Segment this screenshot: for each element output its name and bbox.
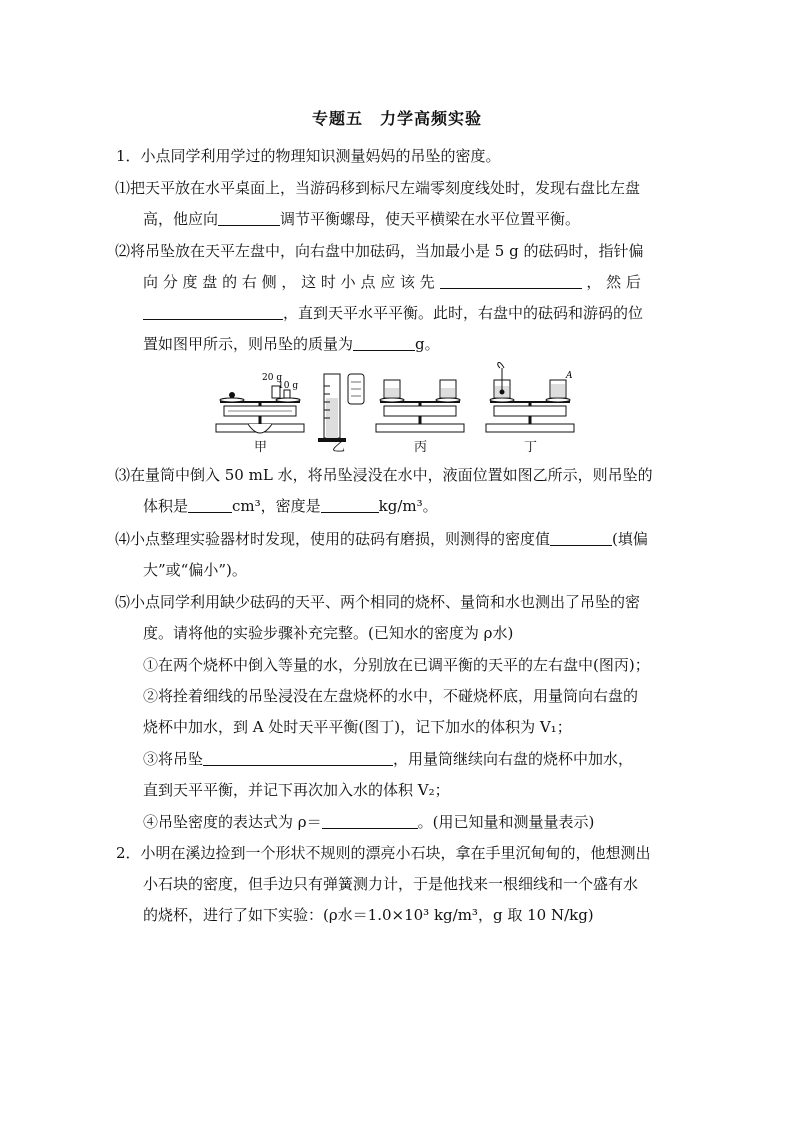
q1-step3-text-a: ③将吊坠 xyxy=(143,750,204,768)
q1-step2-line1: ②将拴着细线的吊坠浸没在左盘烧杯的水中，不碰烧杯底，用量筒向右盘的 xyxy=(143,687,639,705)
q1-part3-text-c: kg/m³。 xyxy=(378,497,438,515)
weight-10g-label: 10 g xyxy=(278,381,299,391)
balance-jia xyxy=(216,373,304,433)
q1-part2-text-d: 置如图甲所示，则吊坠的质量为 xyxy=(143,335,354,353)
weight-10g-icon xyxy=(284,390,290,398)
q1-part4-text-a: ⑷小点整理实验器材时发现，使用的砝码有磨损，则测得的密度值 xyxy=(115,530,551,548)
hanging-pendant-icon xyxy=(500,390,505,395)
weight-20g-label: 20 g xyxy=(262,373,283,383)
q1-part2-line3 xyxy=(143,303,643,323)
q1-step3-text-b: ，用量筒继续向右盘的烧杯中加水， xyxy=(393,750,634,768)
q1-part2-line2 xyxy=(143,272,641,292)
figure-label-yi: 乙 xyxy=(332,440,346,455)
q1-part2-text-a: 向 分 度 盘 的 右 侧 ， 这 时 小 点 应 该 先 xyxy=(143,273,435,291)
mark-a-label: A xyxy=(566,371,573,381)
q1-step4-text-a: ④吊坠密度的表达式为 ρ＝ xyxy=(143,813,322,831)
q1-part4-line1 xyxy=(115,529,648,549)
balance-bing xyxy=(376,380,464,432)
answer-blank-mass[interactable] xyxy=(353,334,415,351)
q1-part3-line2 xyxy=(143,496,438,516)
answer-blank-expression[interactable] xyxy=(322,812,418,829)
q1-part2-line4 xyxy=(143,334,440,354)
q1-part1-line1: ⑴把天平放在水平桌面上，当游码移到标尺左端零刻度线处时，发现右盘比左盘 xyxy=(115,179,641,197)
answer-blank-volume[interactable] xyxy=(188,496,232,513)
pendant-icon xyxy=(229,392,235,398)
q1-part4-line2: 大”或“偏小”)。 xyxy=(143,561,247,579)
answer-blank-bias[interactable] xyxy=(550,529,612,546)
q1-part4-text-b: (填偏 xyxy=(612,530,648,548)
cylinder-yi xyxy=(318,374,364,442)
balance-ding xyxy=(486,362,574,432)
q1-step3-line2: 直到天平平衡，并记下再次加入水的体积 V₂； xyxy=(143,781,450,799)
q1-step1: ①在两个烧杯中倒入等量的水，分别放在已调平衡的天平的左右盘中(图丙)； xyxy=(143,656,650,674)
answer-blank-step3[interactable] xyxy=(203,749,393,766)
q1-step4-text-b: 。(用已知量和测量量表示) xyxy=(417,813,595,831)
q1-part3-text-b: cm³，密度是 xyxy=(232,497,321,515)
q2-line1: 2．小明在溪边捡到一个形状不规则的漂亮小石块，拿在手里沉甸甸的，他想测出 xyxy=(116,844,651,862)
q1-step3-line1 xyxy=(143,749,633,769)
q2-line2: 小石块的密度，但手边只有弹簧测力计，于是他找来一根细线和一个盛有水 xyxy=(143,875,639,893)
answer-blank-direction[interactable] xyxy=(218,209,280,226)
figure-label-ding: 丁 xyxy=(524,440,538,455)
q1-part3-text-a: 体积是 xyxy=(143,497,189,515)
q1-part1-text-a: 高，他应向 xyxy=(143,210,219,228)
q1-part5-line2: 度。请将他的实验步骤补充完整。(已知水的密度为 ρ水) xyxy=(143,624,514,642)
q2-line3: 的烧杯，进行了如下实验：(ρ水＝1.0×10³ kg/m³，g 取 10 N/kg) xyxy=(143,906,594,924)
q1-part2-text-b: ， 然 后 xyxy=(586,273,641,291)
q1-step2-line2: 烧杯中加水，到 A 处时天平平衡(图丁)，记下加水的体积为 V₁； xyxy=(143,718,572,736)
q1-part2-text-c: ，直到天平水平平衡。此时，右盘中的砝码和游码的位 xyxy=(283,304,644,322)
q1-part1-text-b: 调节平衡螺母，使天平横梁在水平位置平衡。 xyxy=(280,210,581,228)
figure-label-jia: 甲 xyxy=(254,440,268,455)
figure-label-bing: 丙 xyxy=(414,440,428,455)
q1-part3-line1: ⑶在量筒中倒入 50 mL 水，将吊坠浸没在水中，液面位置如图乙所示，则吊坠的 xyxy=(115,466,653,484)
q1-part2-text-e: g。 xyxy=(415,335,440,353)
q1-part2-line1: ⑵将吊坠放在天平左盘中，向右盘中加砝码，当加最小是 5 g 的砝码时，指针偏 xyxy=(115,242,644,260)
answer-blank-density[interactable] xyxy=(321,496,379,513)
q1-part1-line2 xyxy=(143,209,580,229)
q1-stem: 1．小点同学利用学过的物理知识测量妈妈的吊坠的密度。 xyxy=(116,147,501,165)
q1-step4 xyxy=(143,812,594,832)
q1-part5-line1: ⑸小点同学利用缺少砝码的天平、两个相同的烧杯、量筒和水也测出了吊坠的密 xyxy=(115,593,641,611)
answer-blank-then-step[interactable] xyxy=(143,303,283,320)
page-title: 专题五 力学高频实验 xyxy=(311,109,482,128)
answer-blank-first-step[interactable] xyxy=(440,272,582,289)
